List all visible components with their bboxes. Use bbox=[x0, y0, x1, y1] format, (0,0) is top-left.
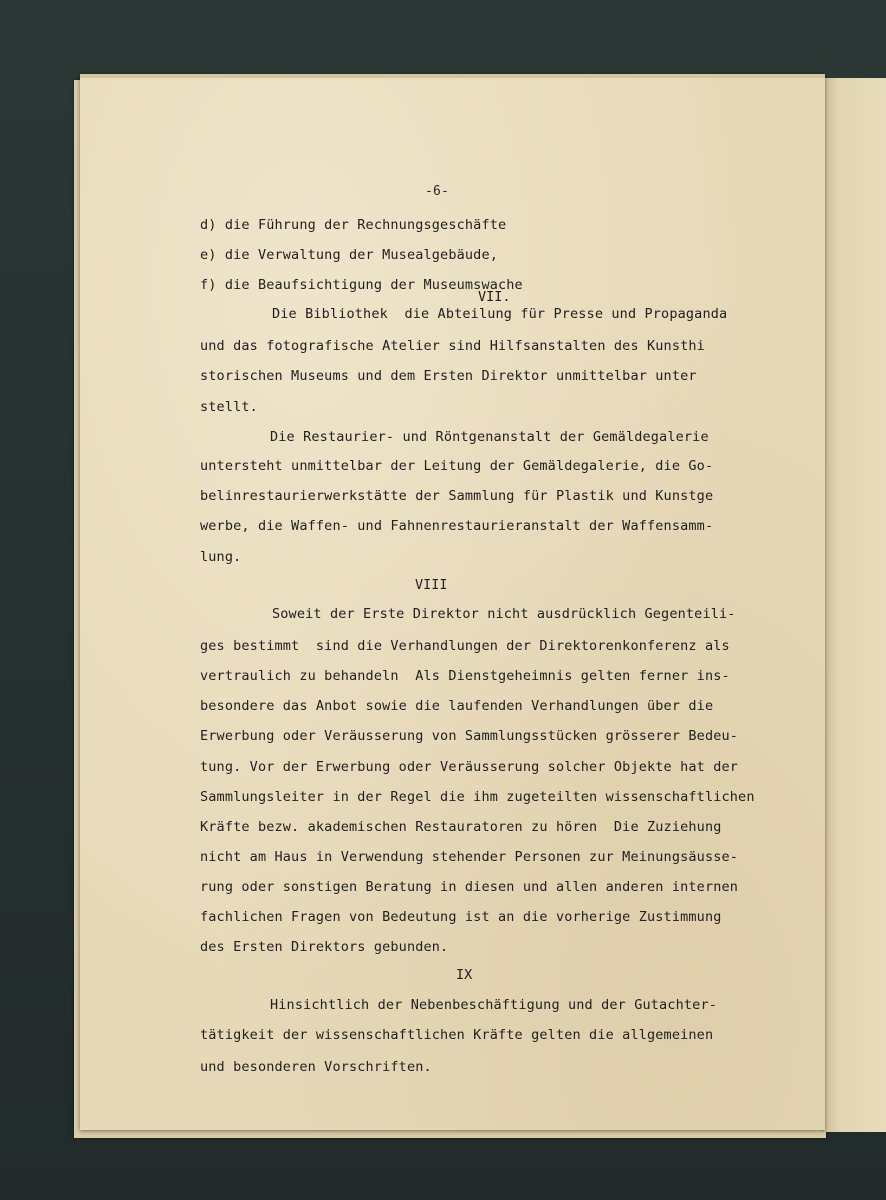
paragraph-line: ges bestimmt sind die Verhandlungen der Direktorenkonferenz als bbox=[200, 638, 730, 654]
paragraph-line: Erwerbung oder Veräusserung von Sammlungsstücken grösserer Bedeu- bbox=[200, 728, 739, 744]
paragraph-line: Hinsichtlich der Nebenbeschäftigung und der Gutachter- bbox=[270, 997, 717, 1013]
paragraph-line: vertraulich zu behandeln Als Dienstgeheimnis gelten ferner ins- bbox=[200, 668, 730, 684]
paragraph-line: tätigkeit der wissenschaftlichen Kräfte gelten die allgemeinen bbox=[200, 1027, 714, 1043]
paragraph-line: lung. bbox=[200, 549, 242, 565]
document-page bbox=[80, 74, 825, 1130]
paragraph-line: stellt. bbox=[200, 399, 258, 415]
page-number: -6- bbox=[425, 184, 449, 199]
paragraph-line: tung. Vor der Erwerbung oder Veräusserung solcher Objekte hat der bbox=[200, 759, 739, 775]
paragraph-line: storischen Museums und dem Ersten Direktor unmittelbar unter bbox=[200, 368, 697, 384]
list-item-d: d) die Führung der Rechnungsgeschäfte bbox=[200, 217, 507, 233]
adjacent-page-edge bbox=[822, 78, 886, 1132]
paragraph-line: Die Bibliothek die Abteilung für Presse und Propaganda bbox=[272, 306, 728, 322]
section-heading-ix: IX bbox=[456, 967, 473, 983]
paragraph-line: des Ersten Direktors gebunden. bbox=[200, 939, 449, 955]
paragraph-line: belinrestaurierwerkstätte der Sammlung für Plastik und Kunstge bbox=[200, 488, 714, 504]
paragraph-line: fachlichen Fragen von Bedeutung ist an die vorherige Zustimmung bbox=[200, 909, 722, 925]
paragraph-line: und das fotografische Atelier sind Hilfsanstalten des Kunsthi bbox=[200, 338, 705, 354]
paragraph-line: und besonderen Vorschriften. bbox=[200, 1059, 432, 1075]
paragraph-line: besondere das Anbot sowie die laufenden Verhandlungen über die bbox=[200, 698, 714, 714]
list-item-f: f) die Beaufsichtigung der Museumswache bbox=[200, 277, 523, 293]
paragraph-line: Die Restaurier- und Röntgenanstalt der Gemäldegalerie bbox=[270, 429, 709, 445]
paragraph-line: rung oder sonstigen Beratung in diesen und allen anderen internen bbox=[200, 879, 739, 895]
paragraph-line: nicht am Haus in Verwendung stehender Personen zur Meinungsäusse- bbox=[200, 849, 739, 865]
paragraph-line: Sammlungsleiter in der Regel die ihm zugeteilten wissenschaftlichen bbox=[200, 789, 755, 805]
paragraph-line: Soweit der Erste Direktor nicht ausdrücklich Gegenteili- bbox=[272, 606, 736, 622]
paragraph-line: Kräfte bezw. akademischen Restauratoren zu hören Die Zuziehung bbox=[200, 819, 722, 835]
section-heading-vii: VII. bbox=[478, 289, 511, 305]
page-top-edge bbox=[80, 74, 825, 78]
paragraph-line: untersteht unmittelbar der Leitung der Gemäldegalerie, die Go- bbox=[200, 458, 714, 474]
paragraph-line: werbe, die Waffen- und Fahnenrestaurieranstalt der Waffensamm- bbox=[200, 518, 714, 534]
section-heading-viii: VIII bbox=[415, 577, 448, 593]
list-item-e: e) die Verwaltung der Musealgebäude, bbox=[200, 247, 498, 263]
